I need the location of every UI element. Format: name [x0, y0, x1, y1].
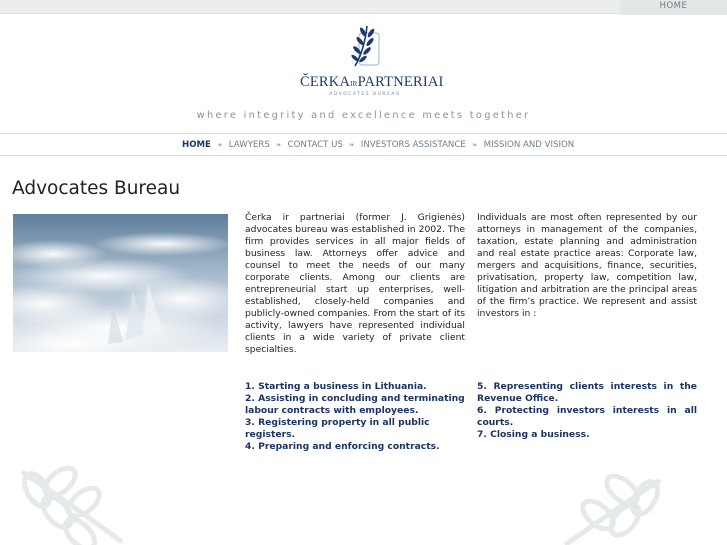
small-leaf-icon: ❧: [348, 141, 355, 149]
list-item: 5. Representing clients interests in the Revenue Office.: [477, 381, 697, 404]
services-list-left: [245, 381, 470, 453]
small-leaf-icon: ❧: [275, 141, 282, 149]
tagline: where integrity and excellence meets together: [196, 110, 531, 121]
list-item: 4. Preparing and enforcing contracts.: [245, 441, 440, 452]
top-bar: [0, 0, 727, 14]
logo-subtitle: ADVOCATES BUREAU: [329, 92, 401, 97]
nav-mission-and-vision[interactable]: MISSION AND VISION: [483, 140, 575, 150]
main-nav: [0, 133, 727, 156]
nav-home[interactable]: HOME: [182, 140, 211, 150]
list-item: 6. Protecting investors interests in all courts.: [477, 405, 697, 428]
nav-contact-us[interactable]: CONTACT US: [287, 140, 343, 150]
nav-investors-assistance[interactable]: INVESTORS ASSISTANCE: [360, 140, 466, 150]
list-item: 2. Assisting in concluding and terminating labour contracts with employees.: [245, 393, 465, 416]
intro-text-right: Individuals are most often represented by our attorneys in management of the companies, taxation, estate planning and administration and real estate practice areas: Corporate law, mergers and acquisitions, finance, securities, privatisation, property law, competition law, litigation and arbitration are the principal areas of the firm’s practice. We represent and assist investors in :: [477, 212, 697, 319]
list-item: 1. Starting a business in Lithuania.: [245, 381, 427, 392]
services-list-right: [477, 381, 697, 441]
list-item: 3. Registering property in all public registers.: [245, 417, 430, 440]
small-leaf-icon: ❧: [216, 141, 223, 149]
site-logo[interactable]: [300, 22, 444, 100]
small-leaf-icon: ❧: [471, 141, 478, 149]
page-title: Advocates Bureau: [12, 178, 181, 199]
laurel-branch-icon: [560, 470, 670, 545]
logo-wordmark: ČERKAIRPARTNERIAI: [300, 74, 444, 90]
top-home-link[interactable]: HOME: [620, 0, 727, 15]
laurel-branch-icon: [12, 462, 132, 545]
intro-text-left: Čerka ir partneriai (former J. Grigienės) advocates bureau was established in 2002. The firm provides services in all major fields of business law. Attorneys offer advice and counsel to meet the needs of our many corporate clients. Among our clients are entrepreneurial start up enterprises, well-established, closely-held companies and publicly-owned companies. From the start of its activity, lawyers have represented individual clients in a wide variety of private client specialties.: [245, 212, 465, 355]
clouds-photo: [13, 214, 228, 352]
nav-lawyers[interactable]: LAWYERS: [228, 140, 270, 150]
laurel-sprig-icon: [345, 22, 385, 70]
list-item: 7. Closing a business.: [477, 429, 590, 440]
